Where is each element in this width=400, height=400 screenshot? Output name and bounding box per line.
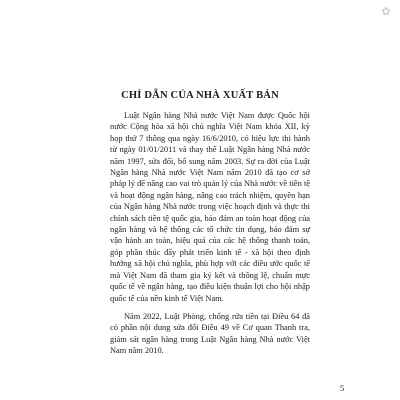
body-text [110,110,310,357]
flower-icon: ✿ [381,5,391,18]
paragraph-1: Luật Ngân hàng Nhà nước Việt Nam được Quốc hội nước Cộng hòa xã hội chủ nghĩa Việt Nam khóa XII, kỳ họp thứ 7 thông qua ngày 16/6/2010, có hiệu lực thi hành từ ngày 01/01/2011 và thay thế Luật Ngân hàng Nhà nước năm 1997, sửa đổi, bổ sung năm 2003. Sự ra đời của Luật Ngân hàng Nhà nước Việt Nam năm 2010 đã tạo cơ sở pháp lý để nâng cao vai trò quản lý của Nhà nước về tiền tệ và hoạt động ngân hàng, nâng cao trách nhiệm, quyền hạn của Ngân hàng Nhà nước trong việc hoạch định và thực thi chính sách tiền tệ quốc gia, bảo đảm an toàn hoạt động của ngân hàng và hệ thống các tổ chức tín dụng, bảo đảm sự vận hành an toàn, hiệu quả của các hệ thống thanh toán, góp phần thúc đẩy phát triển kinh tế - xã hội theo định hướng xã hội chủ nghĩa, phù hợp với các điều ước quốc tế mà Việt Nam đã tham gia ký kết và thông lệ, chuẩn mực quốc tế về ngân hàng, tạo điều kiện thuận lợi cho hội nhập quốc tế của nền kinh tế Việt Nam. [110,111,310,303]
page-heading: CHỈ DẪN CỦA NHÀ XUẤT BẢN [121,90,279,101]
page-number: 5 [340,383,345,393]
paragraph-2: Năm 2022, Luật Phòng, chống rửa tiền tại Điều 64 đã có phần nội dung sửa đổi Điều 49 về Cơ quan Thanh tra, giám sát ngân hàng trong Luật Ngân hàng Nhà nước Việt Nam năm 2010. [110,311,310,356]
